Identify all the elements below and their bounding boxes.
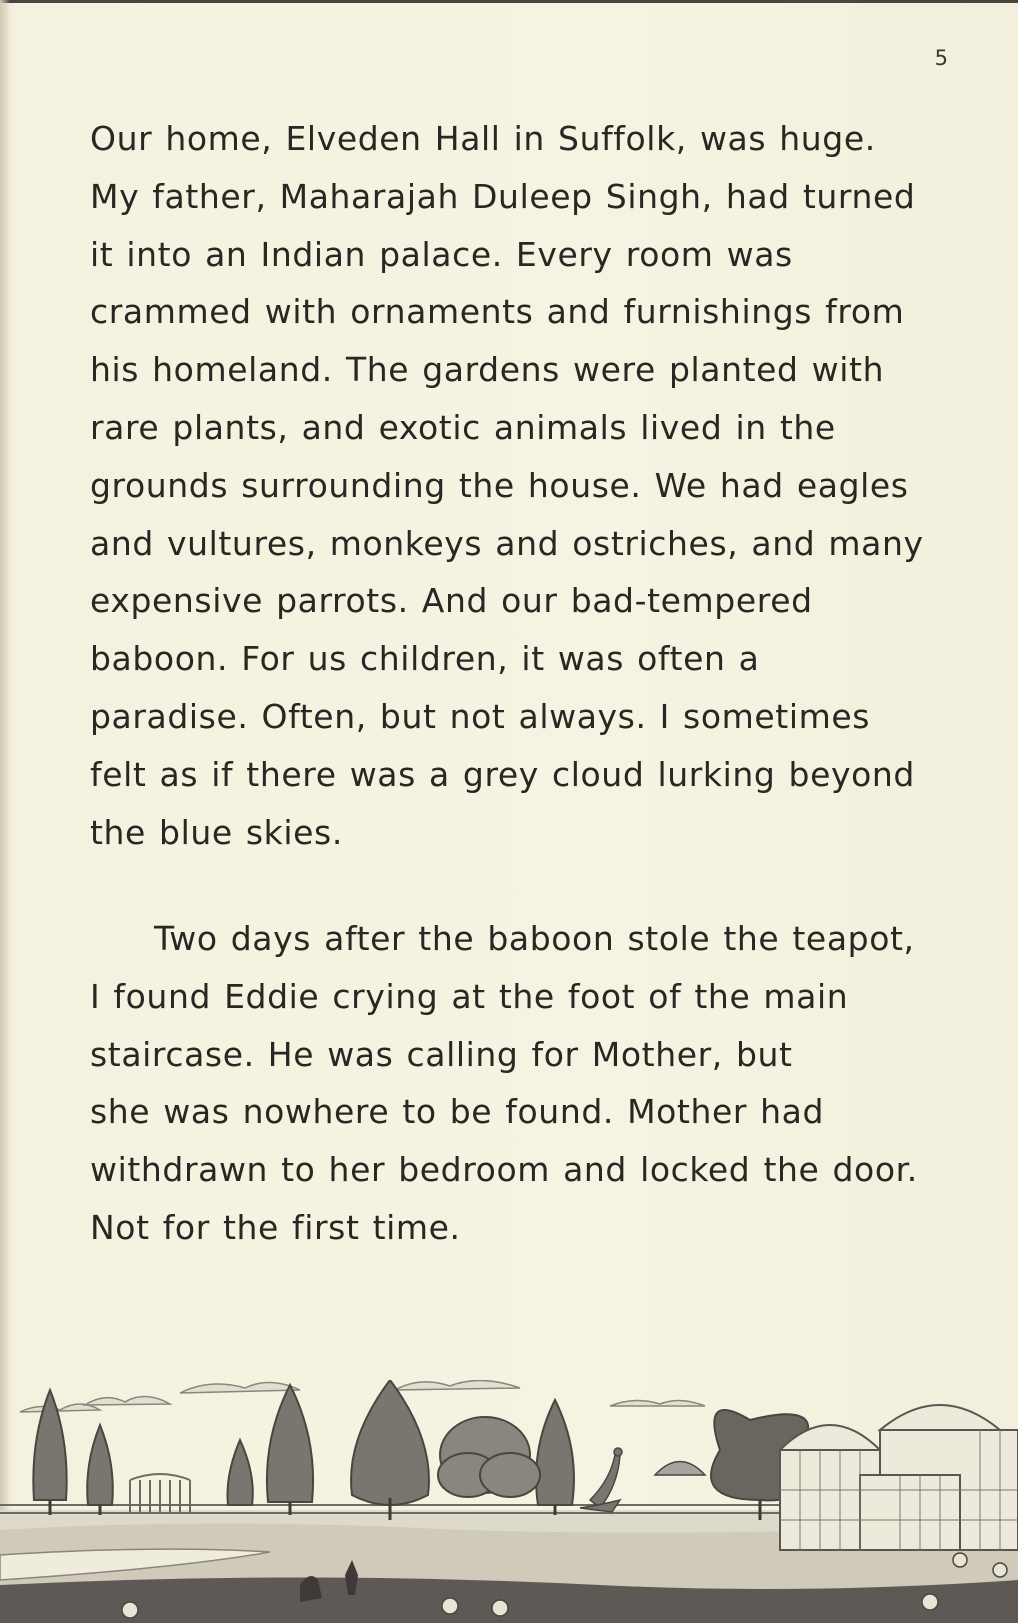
paragraph-2 bbox=[90, 910, 960, 1257]
text-line: baboon. For us children, it was often a bbox=[90, 639, 760, 679]
text-line: the blue skies. bbox=[90, 812, 343, 852]
text-line: it into an Indian palace. Every room was bbox=[90, 234, 793, 274]
text-line: I found Eddie crying at the foot of the main bbox=[90, 976, 849, 1016]
page-top-edge bbox=[0, 0, 1018, 3]
text-line: his homeland. The gardens were planted with bbox=[90, 350, 885, 390]
text-line: Our home, Elveden Hall in Suffolk, was huge. bbox=[90, 119, 876, 158]
clouds bbox=[20, 1380, 705, 1412]
text-line: crammed with ornaments and furnishings from bbox=[90, 292, 905, 332]
text-line: My father, Maharajah Duleep Singh, had turned bbox=[90, 176, 916, 216]
peacock-icon bbox=[580, 1448, 705, 1512]
text-line: withdrawn to her bedroom and locked the door. bbox=[90, 1150, 918, 1190]
page-number: 5 bbox=[934, 46, 948, 70]
text-line: felt as if there was a grey cloud lurking beyond bbox=[90, 754, 915, 794]
text-line: Not for the first time. bbox=[90, 1207, 461, 1247]
aviary-conservatory bbox=[780, 1405, 1018, 1550]
text-line: Two days after the baboon stole the teapot, bbox=[154, 919, 915, 958]
text-line: she was nowhere to be found. Mother had bbox=[90, 1092, 825, 1132]
text-line: grounds surrounding the house. We had eagles bbox=[90, 465, 909, 505]
text-line: staircase. He was calling for Mother, but bbox=[90, 1034, 793, 1074]
paragraph-1 bbox=[90, 110, 960, 861]
text-line: rare plants, and exotic animals lived in the bbox=[90, 407, 836, 447]
text-line: paradise. Often, but not always. I sometimes bbox=[90, 696, 871, 736]
text-line: and vultures, monkeys and ostriches, and many bbox=[90, 523, 924, 563]
garden-illustration bbox=[0, 1380, 1018, 1623]
text-line: expensive parrots. And our bad-tempered bbox=[90, 581, 813, 621]
